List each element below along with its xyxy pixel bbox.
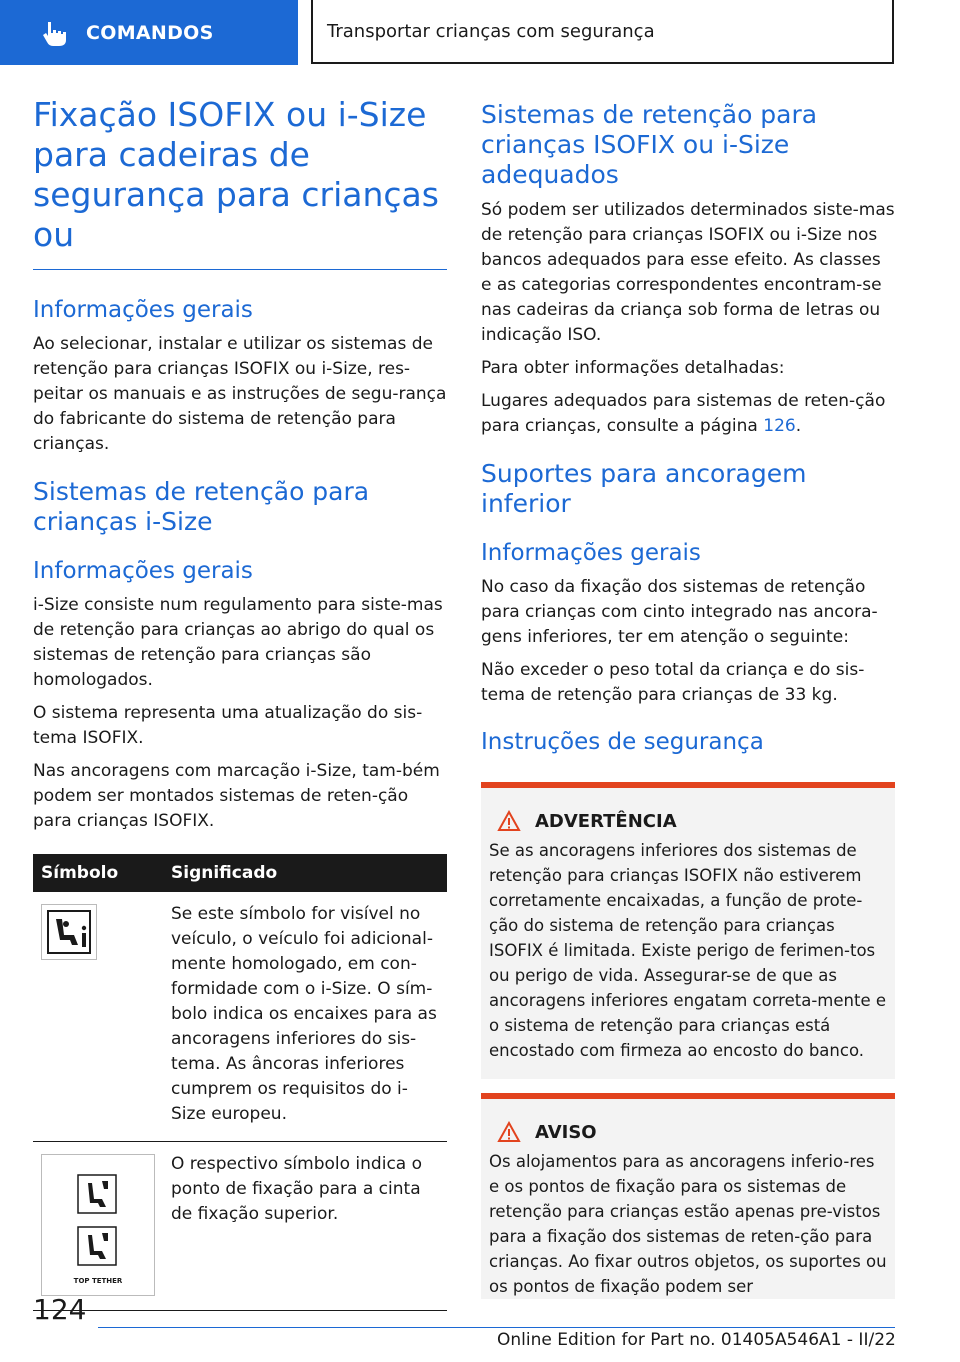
table-header-row xyxy=(33,854,447,892)
isize-child-seat-icon xyxy=(41,904,97,960)
pointing-hand-icon xyxy=(38,16,72,50)
symbol-cell xyxy=(33,892,163,1142)
suitable-paragraph-1: Só podem ser utilizados determinados siste-mas de retenção para crianças ISOFIX ou i-Size nos bancos adequados para esse efeito. As classes e as categorias correspondentes encontram-se nas cadeiras da criança sob forma de letras ou indicação ISO. xyxy=(481,200,895,345)
top-tether-label: TOP TETHER xyxy=(73,1277,123,1285)
suitable-paragraph-2: Para obter informações detalhadas: xyxy=(481,358,785,378)
symbol-cell xyxy=(33,1142,163,1311)
isize-paragraph-3: Nas ancoragens com marcação i-Size, tam-bém podem ser montados sistemas de reten-ção para crianças ISOFIX. xyxy=(33,761,440,831)
general-info-text: Ao selecionar, instalar e utilizar os sistemas de retenção para crianças ISOFIX ou i-Size, res-peitar os manuais e as instruções de segu-rança do fabricante do sistema de retenção para crianças. xyxy=(33,334,447,454)
page-title: Fixação ISOFIX ou i-Size para cadeiras de segurança para crianças ou xyxy=(33,95,447,270)
table-row xyxy=(33,892,447,1142)
notice-title xyxy=(489,1121,887,1143)
general-info-heading: Informações gerais xyxy=(33,297,253,323)
notice-box xyxy=(481,1093,895,1299)
table-header-meaning: Significado xyxy=(163,854,447,892)
page-number: 124 xyxy=(33,1293,87,1326)
top-tether-icon xyxy=(41,1154,155,1296)
lower-anchor-heading: Suportes para ancoragem inferior xyxy=(481,459,807,518)
warning-triangle-icon xyxy=(497,1121,521,1143)
table-row xyxy=(33,1142,447,1311)
edition-text: Online Edition for Part no. 01405A546A1 - II/22 xyxy=(497,1330,896,1350)
warning-title xyxy=(489,810,887,832)
warning-text: Se as ancoragens inferiores dos sistemas de retenção para crianças ISOFIX não estiverem corretamente encaixadas, a função de prote-ção do sistema de retenção para crianças ISOFIX é limitada. Existe perigo de ferimen-tos ou perigo de vida. Assegurar-se de que as ancoragens inferiores engatam correta-mente e o sistema de retenção para crianças está encostado com firmeza ao encosto do banco. xyxy=(489,841,886,1060)
isize-paragraph-2: O sistema representa uma atualização do sis-tema ISOFIX. xyxy=(33,703,423,748)
table-header-symbol: Símbolo xyxy=(33,854,163,892)
lower-anchor-general-heading: Informações gerais xyxy=(481,540,701,566)
warning-box xyxy=(481,782,895,1079)
lower-anchor-paragraph-2: Não exceder o peso total da criança e do sis-tema de retenção para crianças de 33 kg. xyxy=(481,660,865,705)
suitable-systems-heading: Sistemas de retenção para crianças ISOFIX ou i-Size adequados xyxy=(481,100,818,189)
page-reference-link[interactable]: 126 xyxy=(763,416,796,436)
isize-heading: Sistemas de retenção para crianças i-Size xyxy=(33,477,370,536)
right-column xyxy=(481,100,895,1299)
chapter-title xyxy=(311,0,894,64)
section-label: COMANDOS xyxy=(86,21,214,44)
left-column xyxy=(33,95,447,1311)
notice-text: Os alojamentos para as ancoragens inferio-res e os pontos de fixação para os sistemas de retenção para crianças estão apenas pre-vistos para a fixação dos sistemas de reten-ção para crianças. Ao fixar outros objetos, os suportes ou os pontos de fixação podem ser xyxy=(489,1152,887,1296)
notice-title-text: AVISO xyxy=(535,1121,597,1143)
symbol-table xyxy=(33,854,447,1311)
suitable-paragraph-3-text: Lugares adequados para sistemas de reten-ção para crianças, consulte a página xyxy=(481,391,886,436)
lower-anchor-paragraph-1: No caso da fixação dos sistemas de retenção para crianças com cinto integrado nas ancora-gens inferiores, ter em atenção o seguinte: xyxy=(481,577,878,647)
isize-general-heading: Informações gerais xyxy=(33,558,253,584)
warning-title-text: ADVERTÊNCIA xyxy=(535,810,677,832)
safety-heading: Instruções de segurança xyxy=(481,729,764,755)
isize-paragraph-1: i-Size consiste num regulamento para siste-mas de retenção para crianças ao abrigo do qual os sistemas de retenção para crianças são homologados. xyxy=(33,595,443,690)
suitable-paragraph-3: Lugares adequados para sistemas de reten-ção para crianças, consulte a página 126. xyxy=(481,391,886,436)
meaning-cell: Se este símbolo for visível no veículo, o veículo foi adicional-mente homologado, em con-formidade com o i-Size. O sím-bolo indica os encaixes para as ancoragens inferiores do sis-tema. As âncoras inferiores cumprem os requisitos do i-Size europeu. xyxy=(163,892,447,1142)
warning-triangle-icon xyxy=(497,810,521,832)
section-tab xyxy=(0,0,298,65)
chapter-title-text: Transportar crianças com segurança xyxy=(327,20,655,42)
meaning-cell: O respectivo símbolo indica o ponto de fixação para a cinta de fixação superior. xyxy=(163,1142,447,1311)
footer-divider xyxy=(98,1327,895,1328)
